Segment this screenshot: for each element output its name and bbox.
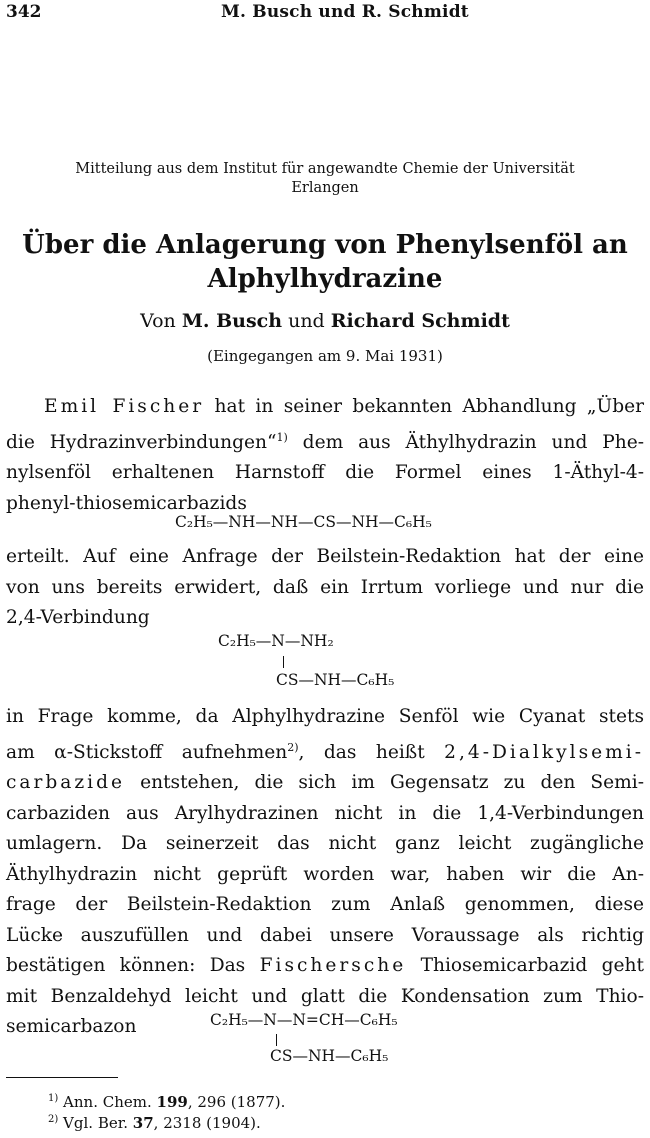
- author-name: Richard Schmidt: [330, 310, 510, 332]
- footnote: $^{1)}$ Ann. Chem. 199, 296 (1877).: [48, 1093, 286, 1111]
- footnote-rule: [6, 1077, 118, 1078]
- affiliation-line: Mitteilung aus dem Institut für angewandte Chemie der Universität: [75, 161, 575, 177]
- paragraph: [6, 542, 644, 634]
- footnote-ref: 2): [287, 740, 299, 754]
- running-title: M. Busch und R. Schmidt: [221, 2, 469, 22]
- text-line: Äthylhydrazin nicht geprüft worden war, haben wir die An-: [6, 863, 644, 885]
- authors-conjunction: und: [288, 310, 325, 332]
- text-line: mit Benzaldehyd leicht und glatt die Kondensation zum Thio-: [6, 985, 644, 1007]
- text-line: Emil Fischer hat in seiner bekannten Abhandlung „Über: [44, 396, 644, 417]
- text-line: in Frage komme, da Alphylhydrazine Senföl wie Cyanat stets: [6, 706, 644, 727]
- text-line: erteilt. Auf eine Anfrage der Beilstein-Redaktion hat der eine: [6, 546, 644, 567]
- text-line: bestätigen können: Das Fischersche Thiosemicarbazid geht: [6, 955, 644, 977]
- text-line: umlagern. Da seinerzeit das nicht ganz leicht zugängliche: [6, 833, 644, 855]
- text-line: am α-Stickstoff aufnehmen$^{2)}$, das heißt 2,4-Dialkylsemi-: [6, 740, 644, 763]
- title-line: Über die Anlagerung von Phenylsenföl an: [22, 230, 628, 260]
- chemical-formula-top: C₂H₅—N—NH₂: [218, 632, 334, 650]
- text-line: nylsenföl erhaltenen Harnstoff die Formel eines 1-Äthyl-4-: [6, 462, 644, 484]
- footnote-mark: 1): [48, 1093, 59, 1104]
- text-line: carbazide entstehen, die sich im Gegensatz zu den Semi-: [6, 772, 644, 794]
- footnote-ref: 1): [276, 430, 288, 444]
- author-line: [0, 308, 650, 334]
- footnote-mark: 2): [48, 1114, 59, 1125]
- authors-prefix: Von: [140, 310, 176, 332]
- affiliation-line: Erlangen: [291, 180, 359, 196]
- text-line: Lücke auszufüllen und dabei unsere Voraussage als richtig: [6, 924, 644, 946]
- page-number: 342: [6, 2, 42, 22]
- text-line: 2,4-Verbindung: [6, 607, 150, 628]
- chemical-formula-bottom: CS—NH—C₆H₅: [270, 1047, 389, 1065]
- chemical-formula-top: C₂H₅—N—N=CH—C₆H₅: [210, 1011, 398, 1029]
- text-line: carbaziden aus Arylhydrazinen nicht in die 1,4-Verbindungen: [6, 802, 644, 824]
- text-line: semicarbazon: [6, 1016, 137, 1038]
- received-date: (Eingegangen am 9. Mai 1931): [207, 347, 443, 365]
- paragraph: [6, 702, 644, 1043]
- chemical-formula: C₂H₅—NH—NH—CS—NH—C₆H₅: [175, 513, 432, 531]
- footnote: $^{2)}$ Vgl. Ber. 37, 2318 (1904).: [48, 1114, 261, 1132]
- chemical-formula-bottom: CS—NH—C₆H₅: [276, 671, 395, 689]
- article-title: [0, 228, 650, 296]
- text-line: phenyl-thiosemicarbazids: [6, 492, 247, 514]
- text-line: von uns bereits erwidert, daß ein Irrtum vorliege und nur die: [6, 576, 644, 598]
- title-line: Alphylhydrazine: [207, 264, 443, 294]
- bond-line: [276, 1034, 277, 1046]
- spaced-name: Emil Fischer: [44, 396, 205, 417]
- text-line: frage der Beilstein-Redaktion zum Anlaß genommen, diese: [6, 894, 644, 916]
- paragraph: [6, 392, 644, 519]
- text-line: die Hydrazinverbindungen“$^{1)}$ dem aus Äthylhydrazin und Phe-: [6, 430, 644, 453]
- bond-line: [283, 656, 284, 668]
- affiliation: [0, 160, 650, 198]
- author-name: M. Busch: [181, 310, 283, 332]
- running-header: [6, 2, 640, 24]
